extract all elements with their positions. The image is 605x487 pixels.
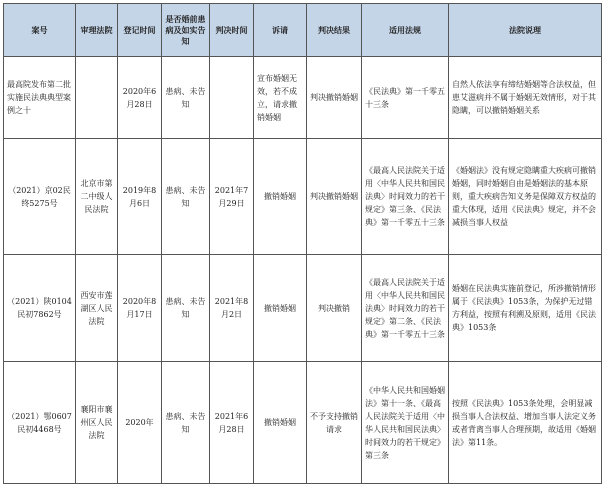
header-case-no: 案号 xyxy=(4,4,76,57)
cell-reasoning: 自然人依法享有缔结婚姻等合法权益，但患艾滋病并不属于婚姻无效情形，对于其隐瞒，可以撤销婚姻关系 xyxy=(449,57,602,139)
cell-result: 判决撤销婚姻 xyxy=(307,139,362,255)
header-reg-date: 登记时间 xyxy=(118,4,162,57)
cell-illness: 患病、未告知 xyxy=(162,57,210,139)
table-row xyxy=(4,57,602,139)
cell-law: 《最高人民法院关于适用〈中华人民共和国民法典〉时间效力的若干规定》第二条、《民法典》第一千零五十三条 xyxy=(362,255,449,362)
header-illness: 是否婚前患病及如实告知 xyxy=(162,4,210,57)
cell-law: 《民法典》第一千零五十三条 xyxy=(362,57,449,139)
cell-reg-date: 2020年 xyxy=(118,362,162,484)
cell-illness: 患病、未告知 xyxy=(162,139,210,255)
header-reasoning: 法院说理 xyxy=(449,4,602,57)
cell-case-no: （2021）京02民终5275号 xyxy=(4,139,76,255)
cell-claim: 撤销婚姻 xyxy=(254,362,307,484)
table-row xyxy=(4,255,602,362)
cell-judgment-date: 2021年7月29日 xyxy=(210,139,254,255)
table-row xyxy=(4,139,602,255)
cell-case-no: （2021）陕0104民初7862号 xyxy=(4,255,76,362)
cell-illness: 患病、未告知 xyxy=(162,255,210,362)
cell-court: 北京市第二中级人民法院 xyxy=(76,139,118,255)
cell-result: 不予支持撤销请求 xyxy=(307,362,362,484)
header-judgment-date: 判决时间 xyxy=(210,4,254,57)
cell-court: 西安市莲湖区人民法院 xyxy=(76,255,118,362)
cell-illness: 患病、未告知 xyxy=(162,362,210,484)
table-row xyxy=(4,362,602,484)
cell-court xyxy=(76,57,118,139)
cell-reasoning: 按照《民法典》1053条处理，会明显减损当事人合法权益、增加当事人法定义务或者背离当事人合理预期，故适用《婚姻法》第11条。 xyxy=(449,362,602,484)
header-row xyxy=(4,4,602,57)
header-law: 适用法规 xyxy=(362,4,449,57)
cell-judgment-date: 2021年8月2日 xyxy=(210,255,254,362)
cell-claim: 撤销婚姻 xyxy=(254,139,307,255)
cell-reg-date: 2020年6月28日 xyxy=(118,57,162,139)
cell-judgment-date: 2021年6月28日 xyxy=(210,362,254,484)
cell-claim: 撤销婚姻 xyxy=(254,255,307,362)
header-claim: 诉请 xyxy=(254,4,307,57)
header-result: 判决结果 xyxy=(307,4,362,57)
cell-judgment-date xyxy=(210,57,254,139)
case-table xyxy=(3,3,602,484)
cell-claim: 宣布婚姻无效，若不成立，请求撤销婚姻 xyxy=(254,57,307,139)
cell-result: 判决撤销 xyxy=(307,255,362,362)
cell-law: 《最高人民法院关于适用〈中华人民共和国民法典〉时间效力的若干规定》第三条、《民法典》第一千零五十三条 xyxy=(362,139,449,255)
cell-reg-date: 2019年8月6日 xyxy=(118,139,162,255)
cell-reg-date: 2020年8月17日 xyxy=(118,255,162,362)
cell-case-no: 最高院发布第二批实施民法典典型案例之十 xyxy=(4,57,76,139)
cell-court: 襄阳市襄州区人民法院 xyxy=(76,362,118,484)
header-court: 审理法院 xyxy=(76,4,118,57)
cell-reasoning: 婚姻在民法典实施前登记，所涉撤销情形属于《民法典》1053条，为保护无过错方利益，按照有利溯及原则，适用《民法典》1053条 xyxy=(449,255,602,362)
cell-result: 判决撤销婚姻 xyxy=(307,57,362,139)
cell-law: 《中华人民共和国婚姻法》第十一条、《最高人民法院关于适用〈中华人民共和国民法典〉时间效力的若干规定》第三条 xyxy=(362,362,449,484)
cell-reasoning: 《婚姻法》没有规定隐瞒重大疾病可撤销婚姻，同时婚姻自由是婚姻法的基本原则，重大疾病告知义务是保障双方权益的重大体现，适用《民法典》规定，并不会减损当事人权益 xyxy=(449,139,602,255)
cell-case-no: （2021）鄂0607民初4468号 xyxy=(4,362,76,484)
